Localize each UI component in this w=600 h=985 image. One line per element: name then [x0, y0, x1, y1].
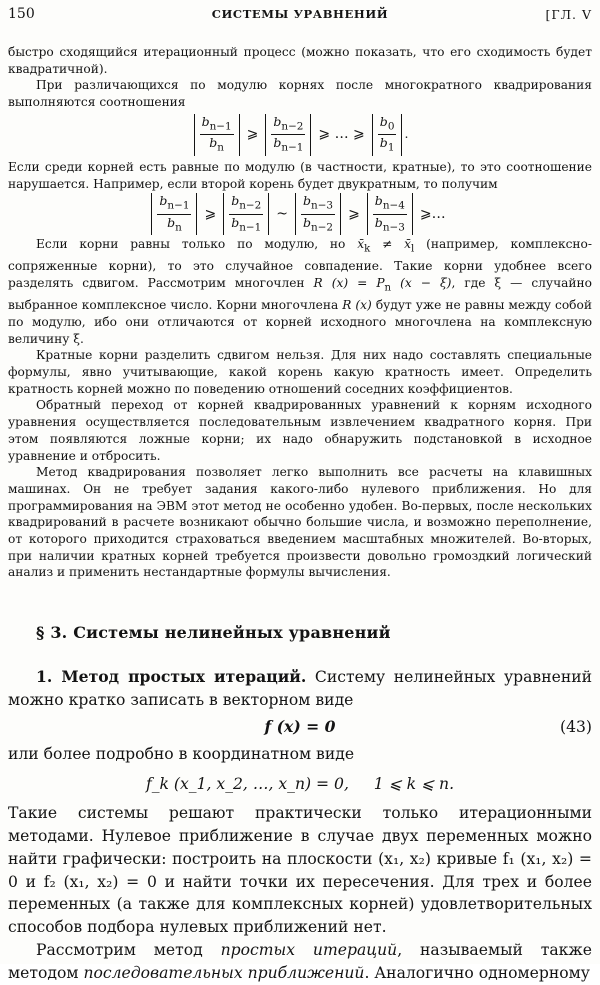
formula-period: . [404, 126, 409, 142]
main-text-block [8, 622, 592, 985]
abs-term-2: $\frac{b_{n-2}}{b_{n-1}}$ [265, 114, 311, 156]
paragraph-inverse-transition: Обратный переход от корней квадрированных уравнений к корням исходного уравнения осуществляется последовательным извлечением квадратного корня. При этом появляются ложные корни; их надо обнаружить подстановкой в исходное уравнение и отбросить. [8, 398, 592, 463]
subsection-heading: 1. Метод простых итераций. [36, 666, 307, 686]
relation-geq: ⩾ [246, 126, 259, 143]
equation-coordinate-form [8, 766, 592, 802]
paragraph-convergence: быстро сходящийся итерационный процесс (можно показать, что его сходимость будет квадратичной). [8, 45, 592, 76]
equation-number: (43) [559, 718, 592, 737]
running-header [8, 4, 592, 26]
formula-ratio-chain [8, 111, 592, 159]
equation-43 [8, 711, 592, 743]
abs-term-3: $\frac{b_0}{b_1}$ [372, 114, 403, 156]
paragraph-graphical-approach: Такие системы решают практически только итерационными методами. Нулевое приближение в случае двух переменных можно найти графически: построить на плоскости (x₁, x₂) кривые f₁ (x₁, x₂) = 0 и f₂ (x₁, x₂) = 0 и найти точки их пересечения. Для трех и более переменных (а также для комплексных корней) удовлетворительных способов подбора нулевых приближений нет. [8, 804, 592, 937]
paragraph-shift: Если корни равны только по модулю, но $x̄_k$ ≠ $x̄_l$ (например, комплексно-сопряженные корни), то это случайное совпадение. Такие корни удобнее всего разделять сдвигом. Рассмотрим многочлен R $(x) = P_n$ (x − ξ), где ξ — случайно выбранное комплексное число. Корни многочлена R (x) будут уже не равны между собой по модулю, ибо они отличаются от корней исходного многочлена на комплексную величину ξ. [8, 237, 593, 346]
equation-coordinate-body: f_k (x_1, x_2, …, x_n) = 0, 1 ⩽ k ⩽ n. [145, 774, 455, 793]
page-number: 150 [8, 6, 35, 22]
formula-double-root [8, 192, 592, 236]
abs-term-4: $\frac{b_{n-4}}{b_{n-3}}$ [367, 193, 413, 235]
paragraph-iteration-method: Рассмотрим метод простых итераций, называемый также методом последовательных приближений. Аналогично одномерному [8, 940, 592, 982]
chapter-label: [ГЛ. V [545, 7, 592, 22]
abs-term-2: $\frac{b_{n-2}}{b_{n-1}}$ [223, 193, 269, 235]
paragraph-multiple-roots: Кратные корни разделить сдвигом нельзя. Для них надо составлять специальные формулы, явно учитывающие, какой корень какую кратность имеет. Определить кратность корней можно по поведению отношений соседних коэффициентов. [8, 348, 592, 396]
equation-43-body: f (x) = 0 [264, 716, 336, 736]
abs-term-3: $\frac{b_{n-3}}{b_{n-2}}$ [295, 193, 341, 235]
relation-geq: ⩾ [204, 205, 217, 222]
relation-geq: ⩾ [348, 205, 360, 222]
section-heading: § 3. Системы нелинейных уравнений [36, 623, 391, 642]
paragraph-equal-modulus: Если среди корней есть равные по модулю (в частности, кратные), то это соотношение нарушается. Например, если второй корень будет двукратным, то получим [8, 159, 592, 191]
running-title: СИСТЕМЫ УРАВНЕНИЙ [211, 7, 389, 21]
paragraph-simple-iterations: 1. Метод простых итераций. Систему нелинейных уравнений можно кратко записать в векторном виде [8, 666, 592, 709]
abs-term-1: $\frac{b_{n-1}}{b_n}$ [151, 193, 197, 235]
paragraph-coordinate-form: или более подробно в координатном виде [8, 745, 355, 764]
paragraph-distinct-roots: При различающихся по модулю корнях после многократного квадрирования выполняются соотношения [8, 78, 592, 110]
relation-geq-chain: ⩾ … ⩾ [318, 126, 365, 143]
paragraph-method-evaluation: Метод квадрирования позволяет легко выполнить все расчеты на клавишных машинах. Он не требует задания какого-либо нулевого приближения. Но для программирования на ЭВМ этот метод не особенно удобен. Во-первых, после нескольких квадрирований в расчете возникают обычно большие числа, и возможно переполнение, от которого приходится страховаться введением масштабных множителей. Во-вторых, при наличии кратных корней требуется произвести довольно громоздкий логический анализ и применить нестандартные формулы вычисления. [8, 465, 592, 580]
relation-geq-ellipsis: ⩾… [419, 205, 446, 222]
small-print-block [8, 44, 592, 581]
abs-term-1: $\frac{b_{n-1}}{b_n}$ [194, 114, 240, 156]
relation-approx: ~ [276, 205, 288, 222]
